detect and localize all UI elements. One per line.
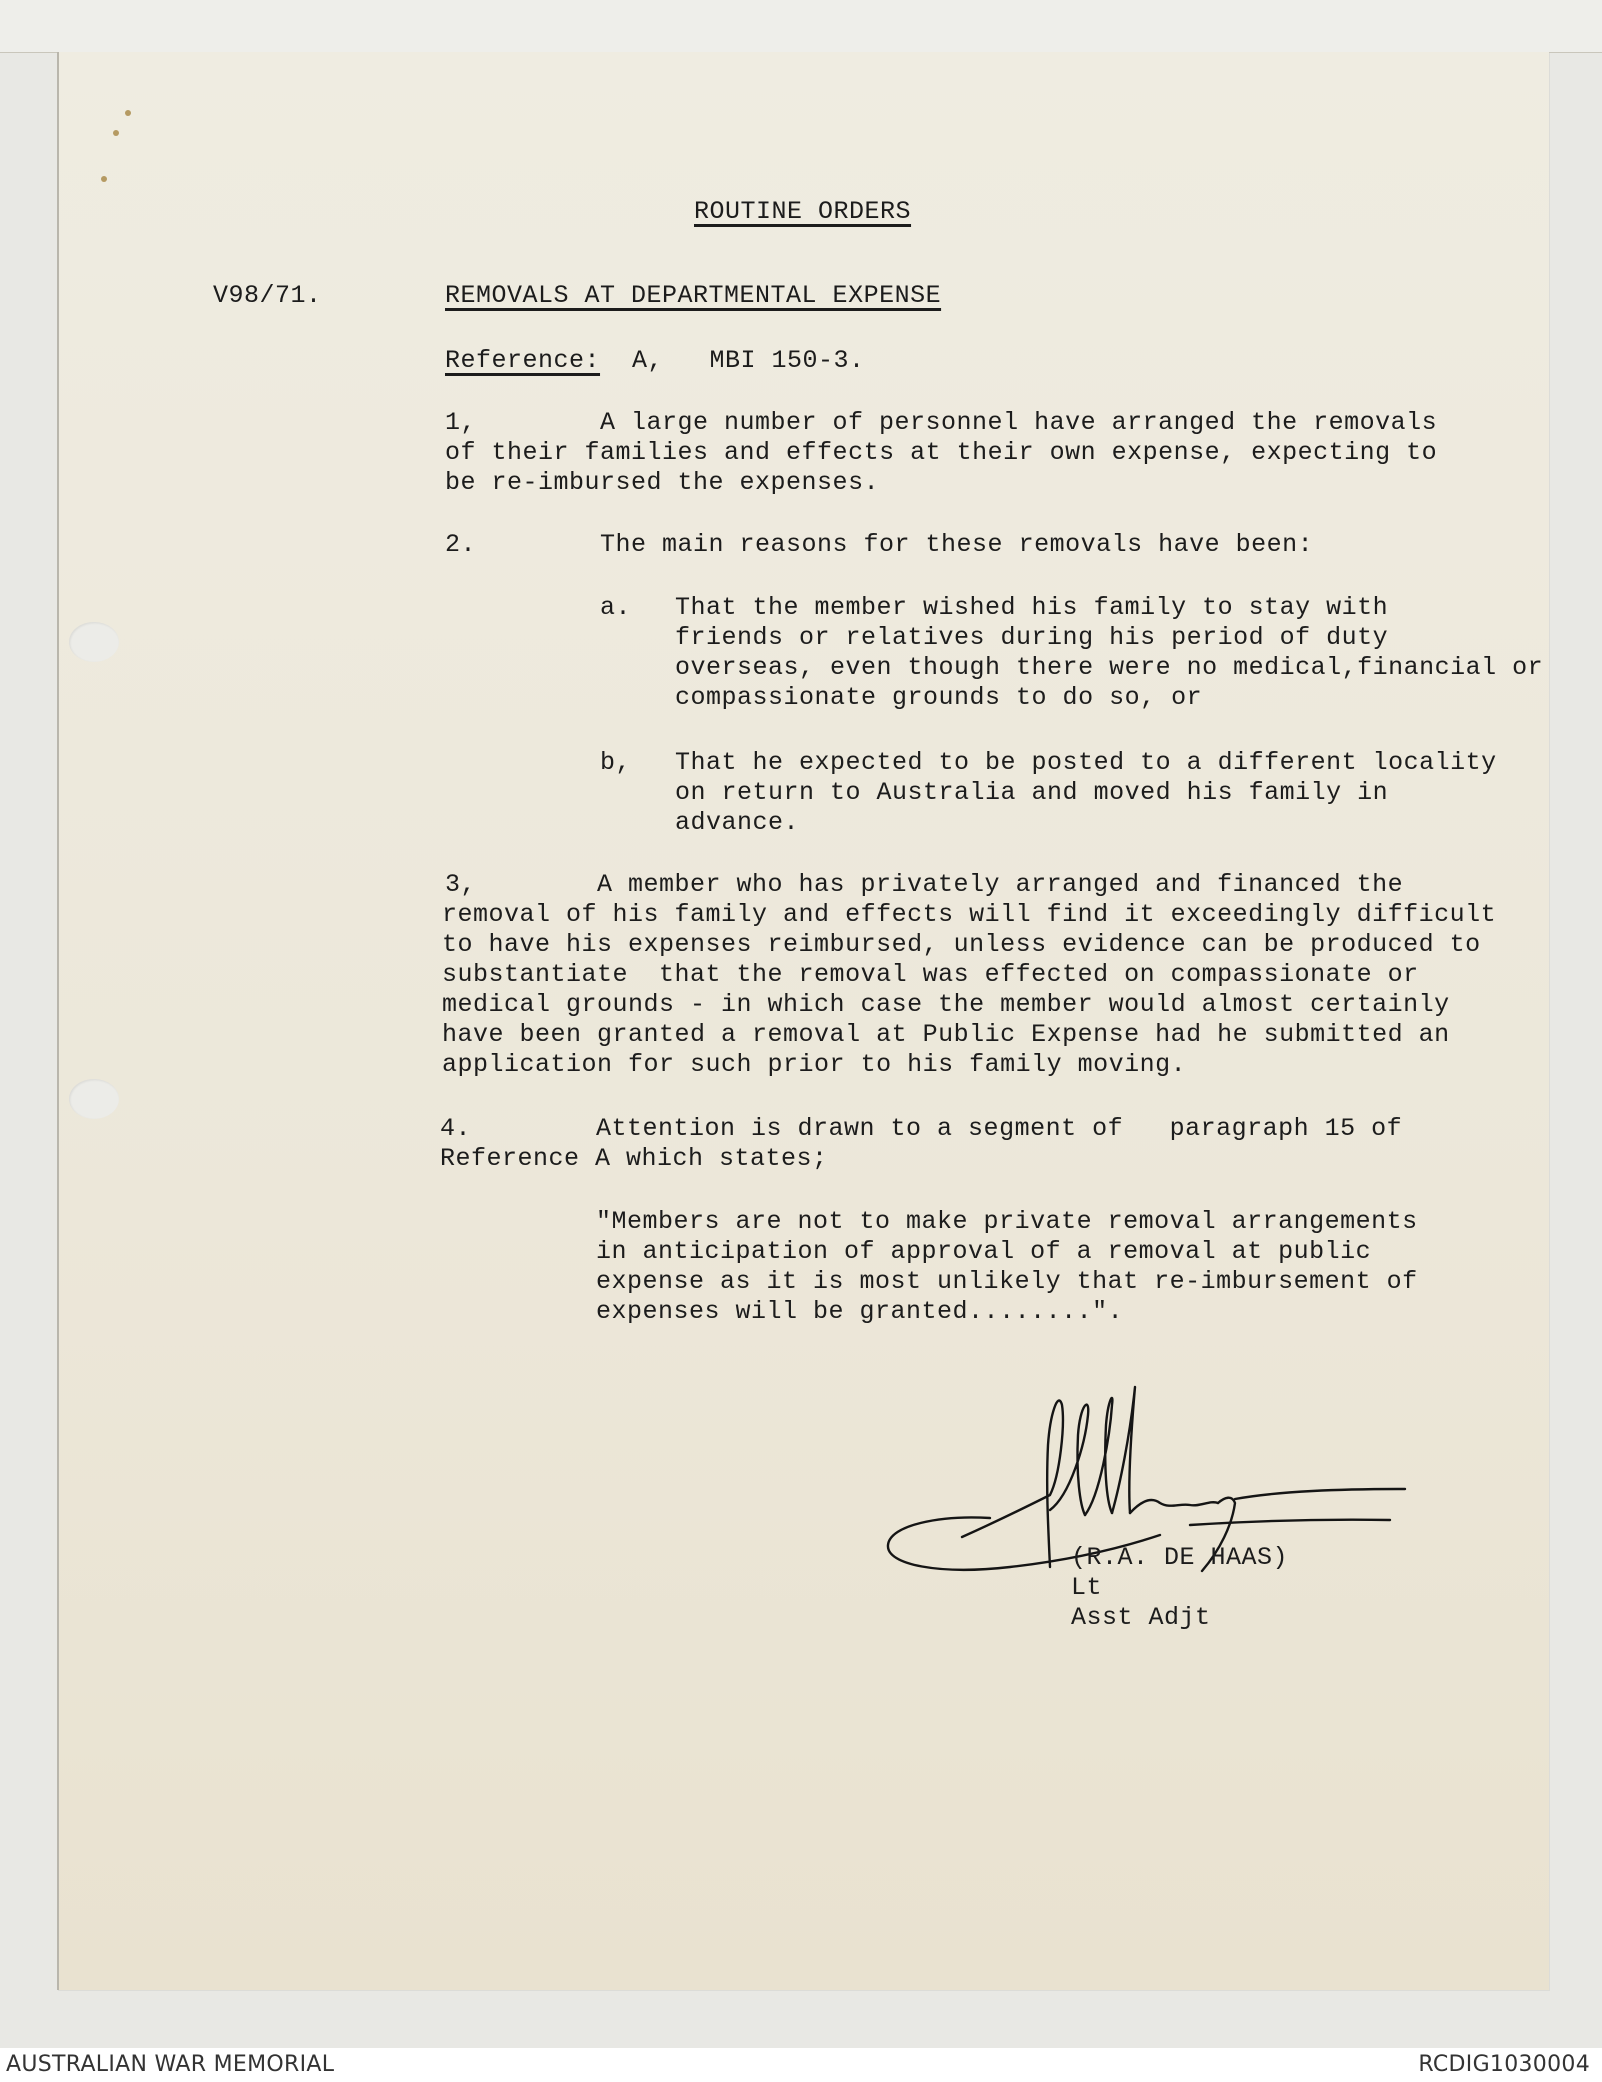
paragraph-line: to have his expenses reimbursed, unless evidence can be produced to [442,930,1481,959]
reference-label: Reference: [445,346,601,375]
document-heading: ROUTINE ORDERS [694,197,912,226]
paragraph-line: removal of his family and effects will find it exceedingly difficult [442,900,1497,929]
list-item-line: That he expected to be posted to a different locality [675,748,1497,777]
reference-value: A, MBI 150-3. [632,346,865,375]
signatory-appointment: Asst Adjt [1071,1603,1211,1632]
paper-blemish [125,110,131,116]
list-item-label: b, [600,748,632,777]
order-number: V98/71. [213,281,322,310]
signatory-rank: Lt [1071,1573,1103,1602]
list-item-line: friends or relatives during his period of duty [675,623,1389,652]
paragraph-number: 2. [445,530,477,559]
archive-footer [0,2048,1602,2082]
quote-line: expenses will be granted........". [596,1297,1124,1326]
paragraph-number: 3, [445,870,477,899]
scan-top-margin [0,0,1602,53]
list-item-line: overseas, even though there were no medical,financial or [675,653,1544,682]
paragraph-line: A member who has privately arranged and financed the [597,870,1404,899]
catalogue-id: RCDIG1030004 [1418,2052,1590,2077]
list-item-line: on return to Australia and moved his family in [675,778,1389,807]
punch-hole [69,622,119,662]
paragraph-line: The main reasons for these removals have been: [600,530,1314,559]
paragraph-line: have been granted a removal at Public Expense had he submitted an [442,1020,1450,1049]
signatory-name: (R.A. DE HAAS) [1071,1543,1289,1572]
institution-label: AUSTRALIAN WAR MEMORIAL [6,2052,335,2077]
quote-line: expense as it is most unlikely that re-imbursement of [596,1267,1418,1296]
list-item-line: advance. [675,808,800,837]
quote-line: in anticipation of approval of a removal at public [596,1237,1372,1266]
order-subject: REMOVALS AT DEPARTMENTAL EXPENSE [445,281,942,310]
paragraph-line: Reference A which states; [440,1144,828,1173]
paragraph-line: application for such prior to his family moving. [442,1050,1187,1079]
paper-blemish [113,130,119,136]
punch-hole [69,1079,119,1119]
quote-line: "Members are not to make private removal arrangements [596,1207,1418,1236]
paragraph-line: be re-imbursed the expenses. [445,468,880,497]
list-item-label: a. [600,593,632,622]
paper-blemish [101,176,107,182]
list-item-line: compassionate grounds to do so, or [675,683,1203,712]
paragraph-line: A large number of personnel have arranged the removals [600,408,1438,437]
paragraph-line: medical grounds - in which case the member would almost certainly [442,990,1450,1019]
paragraph-line: Attention is drawn to a segment of paragraph 15 of [596,1114,1403,1143]
paragraph-line: of their families and effects at their own expense, expecting to [445,438,1438,467]
paragraph-number: 1, [445,408,477,437]
paragraph-line: substantiate that the removal was effected on compassionate or [442,960,1419,989]
paragraph-number: 4. [440,1114,472,1143]
list-item-line: That the member wished his family to stay with [675,593,1389,622]
